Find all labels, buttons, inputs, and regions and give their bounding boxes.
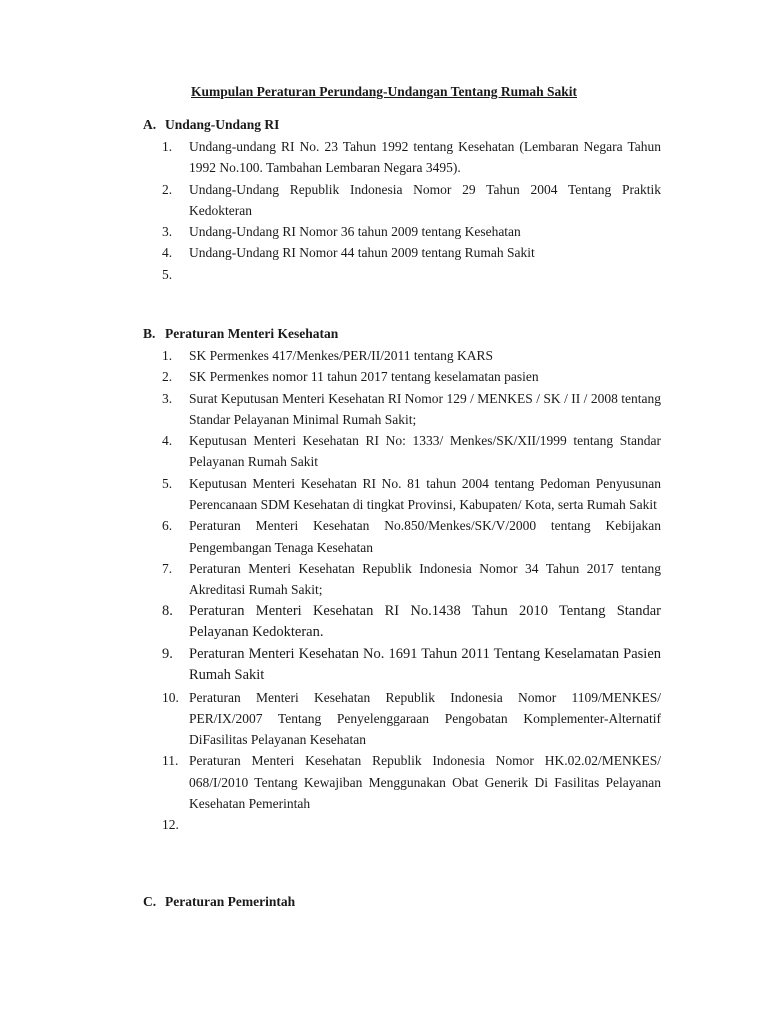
section-c-letter: C.: [143, 894, 157, 909]
list-item: 6. Peraturan Menteri Kesehatan No.850/Menkes/SK/V/2000 tentang Kebijakan Pengembangan Tenaga Kesehatan: [162, 518, 661, 555]
section-a-list: [162, 136, 661, 285]
list-item: 9. Peraturan Menteri Kesehatan No. 1691 Tahun 2011 Tentang Keselamatan Pasien Rumah Sakit: [162, 645, 661, 684]
list-item: 2. Undang-Undang Republik Indonesia Nomor 29 Tahun 2004 Tentang Praktik Kedokteran: [162, 181, 661, 218]
section-a-title: Undang-Undang RI: [165, 117, 280, 132]
section-a-letter: A.: [143, 117, 157, 132]
list-item: 4. Undang-Undang RI Nomor 44 tahun 2009 tentang Rumah Sakit: [162, 245, 535, 261]
section-b-heading: [143, 326, 338, 342]
list-item: 5.: [162, 266, 173, 282]
list-item: 3. Surat Keputusan Menteri Kesehatan RI Nomor 129 / MENKES / SK / II / 2008 tentang Standar Pelayanan Minimal Rumah Sakit;: [162, 390, 661, 427]
list-item: 5. Keputusan Menteri Kesehatan RI No. 81 tahun 2004 tentang Pedoman Penyusunan Perencanaan SDM Kesehatan di tingkat Provinsi, Kabupaten/ Kota, serta Rumah Sakit: [162, 475, 661, 513]
section-c-title: Peraturan Pemerintah: [165, 894, 296, 909]
section-a-heading: [143, 117, 279, 133]
section-b-letter: B.: [143, 326, 156, 341]
list-item: 12.: [162, 817, 179, 833]
section-b-list: [162, 345, 661, 836]
list-item: 1. SK Permenkes 417/Menkes/PER/II/2011 tentang KARS: [162, 348, 493, 363]
list-item: 1. Undang-undang RI No. 23 Tahun 1992 tentang Kesehatan (Lembaran Negara Tahun 1992 No.100. Tambahan Lembaran Negara 3495).: [162, 139, 661, 176]
list-item: 4. Keputusan Menteri Kesehatan RI No: 1333/ Menkes/SK/XII/1999 tentang Standar Pelayanan Rumah Sakit: [162, 433, 661, 470]
list-item: 8. Peraturan Menteri Kesehatan RI No.1438 Tahun 2010 Tentang Standar Pelayanan Kedokteran.: [162, 602, 661, 641]
list-item: 3. Undang-Undang RI Nomor 36 tahun 2009 tentang Kesehatan: [162, 224, 521, 240]
list-item: 7. Peraturan Menteri Kesehatan Republik Indonesia Nomor 34 Tahun 2017 tentang Akreditasi Rumah Sakit;: [162, 560, 661, 598]
section-b-title: Peraturan Menteri Kesehatan: [165, 326, 339, 341]
page-title: Kumpulan Peraturan Perundang-Undangan Tentang Rumah Sakit: [191, 84, 577, 99]
section-c-heading: [143, 894, 295, 910]
list-item: 2. SK Permenkes nomor 11 tahun 2017 tentang keselamatan pasien: [162, 369, 539, 385]
list-item: 10. Peraturan Menteri Kesehatan Republik Indonesia Nomor 1109/MENKES/ PER/IX/2007 Tentang Penyelenggaraan Pengobatan Komplementer-Alternatif DiFasilitas Pelayanan Kesehatan: [162, 689, 661, 748]
list-item: 11. Peraturan Menteri Kesehatan Republik Indonesia Nomor HK.02.02/MENKES/ 068/I/2010 Tentang Kewajiban Menggunakan Obat Generik Di Fasilitas Pelayanan Kesehatan Pemerintah: [162, 753, 661, 812]
